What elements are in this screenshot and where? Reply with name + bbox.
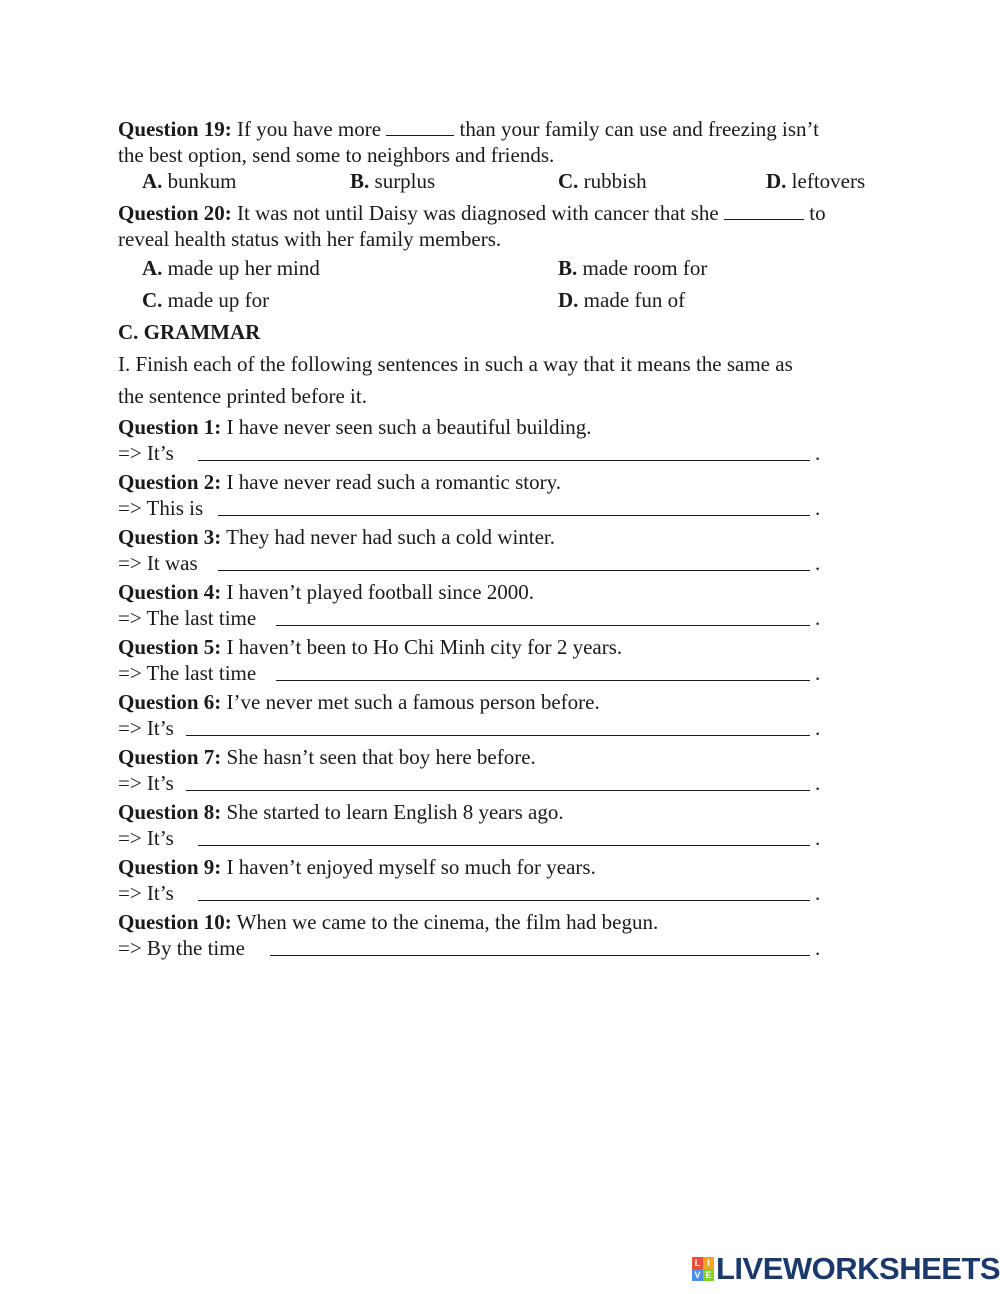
answer-blank[interactable] — [186, 735, 810, 736]
grammar-question — [118, 854, 888, 907]
section-instruction: I. Finish each of the following sentences in such a way that it means the same as the sentence printed before it. — [118, 352, 793, 408]
brand-name: LIVEWORKSHEETS — [716, 1251, 1000, 1286]
answer-period: . — [815, 661, 821, 685]
answer-prompt: => The last time — [118, 606, 257, 630]
grammar-question — [118, 799, 888, 852]
question-text: She started to learn English 8 years ago. — [221, 800, 564, 824]
option-d[interactable]: D. made fun of — [558, 288, 686, 312]
answer-blank[interactable] — [386, 117, 454, 136]
answer-prompt: => It’s — [118, 716, 174, 740]
question-label: Question 3: — [118, 525, 222, 549]
answer-blank[interactable] — [198, 900, 810, 901]
question-text: If you have more — [231, 117, 387, 141]
question-text: the best option, send some to neighbors and friends. — [118, 143, 555, 167]
option-a[interactable]: A. made up her mind — [142, 256, 320, 280]
answer-prompt: => It was — [118, 551, 198, 575]
worksheet-page — [118, 116, 888, 962]
answer-prompt: => It’s — [118, 881, 174, 905]
question-label: Question 20: — [118, 201, 232, 225]
grammar-question — [118, 634, 888, 687]
q20-options — [118, 252, 888, 316]
answer-blank[interactable] — [218, 570, 810, 571]
brand-logo-icon — [692, 1257, 714, 1281]
logo-letter: I — [703, 1257, 714, 1269]
answer-blank[interactable] — [276, 680, 810, 681]
answer-blank[interactable] — [198, 460, 810, 461]
question-label: Question 10: — [118, 910, 232, 934]
question-text: They had never had such a cold winter. — [221, 525, 556, 549]
answer-period: . — [815, 771, 821, 795]
question-label: Question 19: — [118, 117, 232, 141]
answer-prompt: => The last time — [118, 661, 257, 685]
answer-period: . — [815, 551, 821, 575]
answer-period: . — [815, 716, 821, 740]
section-title: C. GRAMMAR — [118, 320, 261, 344]
answer-period: . — [815, 606, 821, 630]
option-b[interactable]: B. made room for — [558, 256, 708, 280]
question-20 — [118, 200, 888, 252]
option-a[interactable]: A. bunkum — [142, 169, 237, 193]
grammar-question — [118, 469, 888, 522]
question-text: I haven’t played football since 2000. — [221, 580, 535, 604]
question-text: I haven’t been to Ho Chi Minh city for 2 years. — [221, 635, 623, 659]
grammar-question — [118, 909, 888, 962]
answer-prompt: => By the time — [118, 936, 245, 960]
answer-prompt: => This is — [118, 496, 204, 520]
question-label: Question 6: — [118, 690, 222, 714]
q19-options — [118, 168, 888, 194]
answer-blank[interactable] — [270, 955, 810, 956]
option-d[interactable]: D. leftovers — [766, 169, 866, 193]
answer-blank[interactable] — [276, 625, 810, 626]
question-text: I have never seen such a beautiful building. — [221, 415, 592, 439]
liveworksheets-logo — [692, 1252, 1000, 1286]
answer-period: . — [815, 496, 821, 520]
grammar-question — [118, 524, 888, 577]
logo-letter: V — [692, 1269, 703, 1281]
answer-period: . — [815, 881, 821, 905]
answer-blank[interactable] — [186, 790, 810, 791]
question-text: to — [803, 201, 826, 225]
grammar-question — [118, 579, 888, 632]
question-text: She hasn’t seen that boy here before. — [221, 745, 536, 769]
answer-blank[interactable] — [198, 845, 810, 846]
answer-period: . — [815, 441, 821, 465]
answer-blank[interactable] — [218, 515, 810, 516]
question-text: When we came to the cinema, the film had begun. — [231, 910, 659, 934]
grammar-question-list — [118, 414, 888, 962]
question-label: Question 2: — [118, 470, 222, 494]
answer-period: . — [815, 826, 821, 850]
question-19 — [118, 116, 888, 168]
logo-letter: E — [703, 1269, 714, 1281]
question-text: than your family can use and freezing isn’t — [454, 117, 819, 141]
answer-prompt: => It’s — [118, 771, 174, 795]
question-label: Question 9: — [118, 855, 222, 879]
question-text: reveal health status with her family members. — [118, 227, 502, 251]
option-c[interactable]: C. rubbish — [558, 169, 647, 193]
question-text: I haven’t enjoyed myself so much for years. — [221, 855, 596, 879]
answer-blank[interactable] — [724, 201, 804, 220]
question-text: It was not until Daisy was diagnosed with cancer that she — [231, 201, 724, 225]
question-label: Question 5: — [118, 635, 222, 659]
answer-prompt: => It’s — [118, 826, 174, 850]
grammar-question — [118, 744, 888, 797]
grammar-question — [118, 689, 888, 742]
question-label: Question 7: — [118, 745, 222, 769]
answer-prompt: => It’s — [118, 441, 174, 465]
question-text: I have never read such a romantic story. — [221, 470, 562, 494]
question-label: Question 1: — [118, 415, 222, 439]
question-label: Question 8: — [118, 800, 222, 824]
question-label: Question 4: — [118, 580, 222, 604]
grammar-question — [118, 414, 888, 467]
option-c[interactable]: C. made up for — [142, 288, 270, 312]
option-b[interactable]: B. surplus — [350, 169, 436, 193]
logo-letter: L — [692, 1257, 703, 1269]
question-text: I’ve never met such a famous person before. — [221, 690, 600, 714]
answer-period: . — [815, 936, 821, 960]
